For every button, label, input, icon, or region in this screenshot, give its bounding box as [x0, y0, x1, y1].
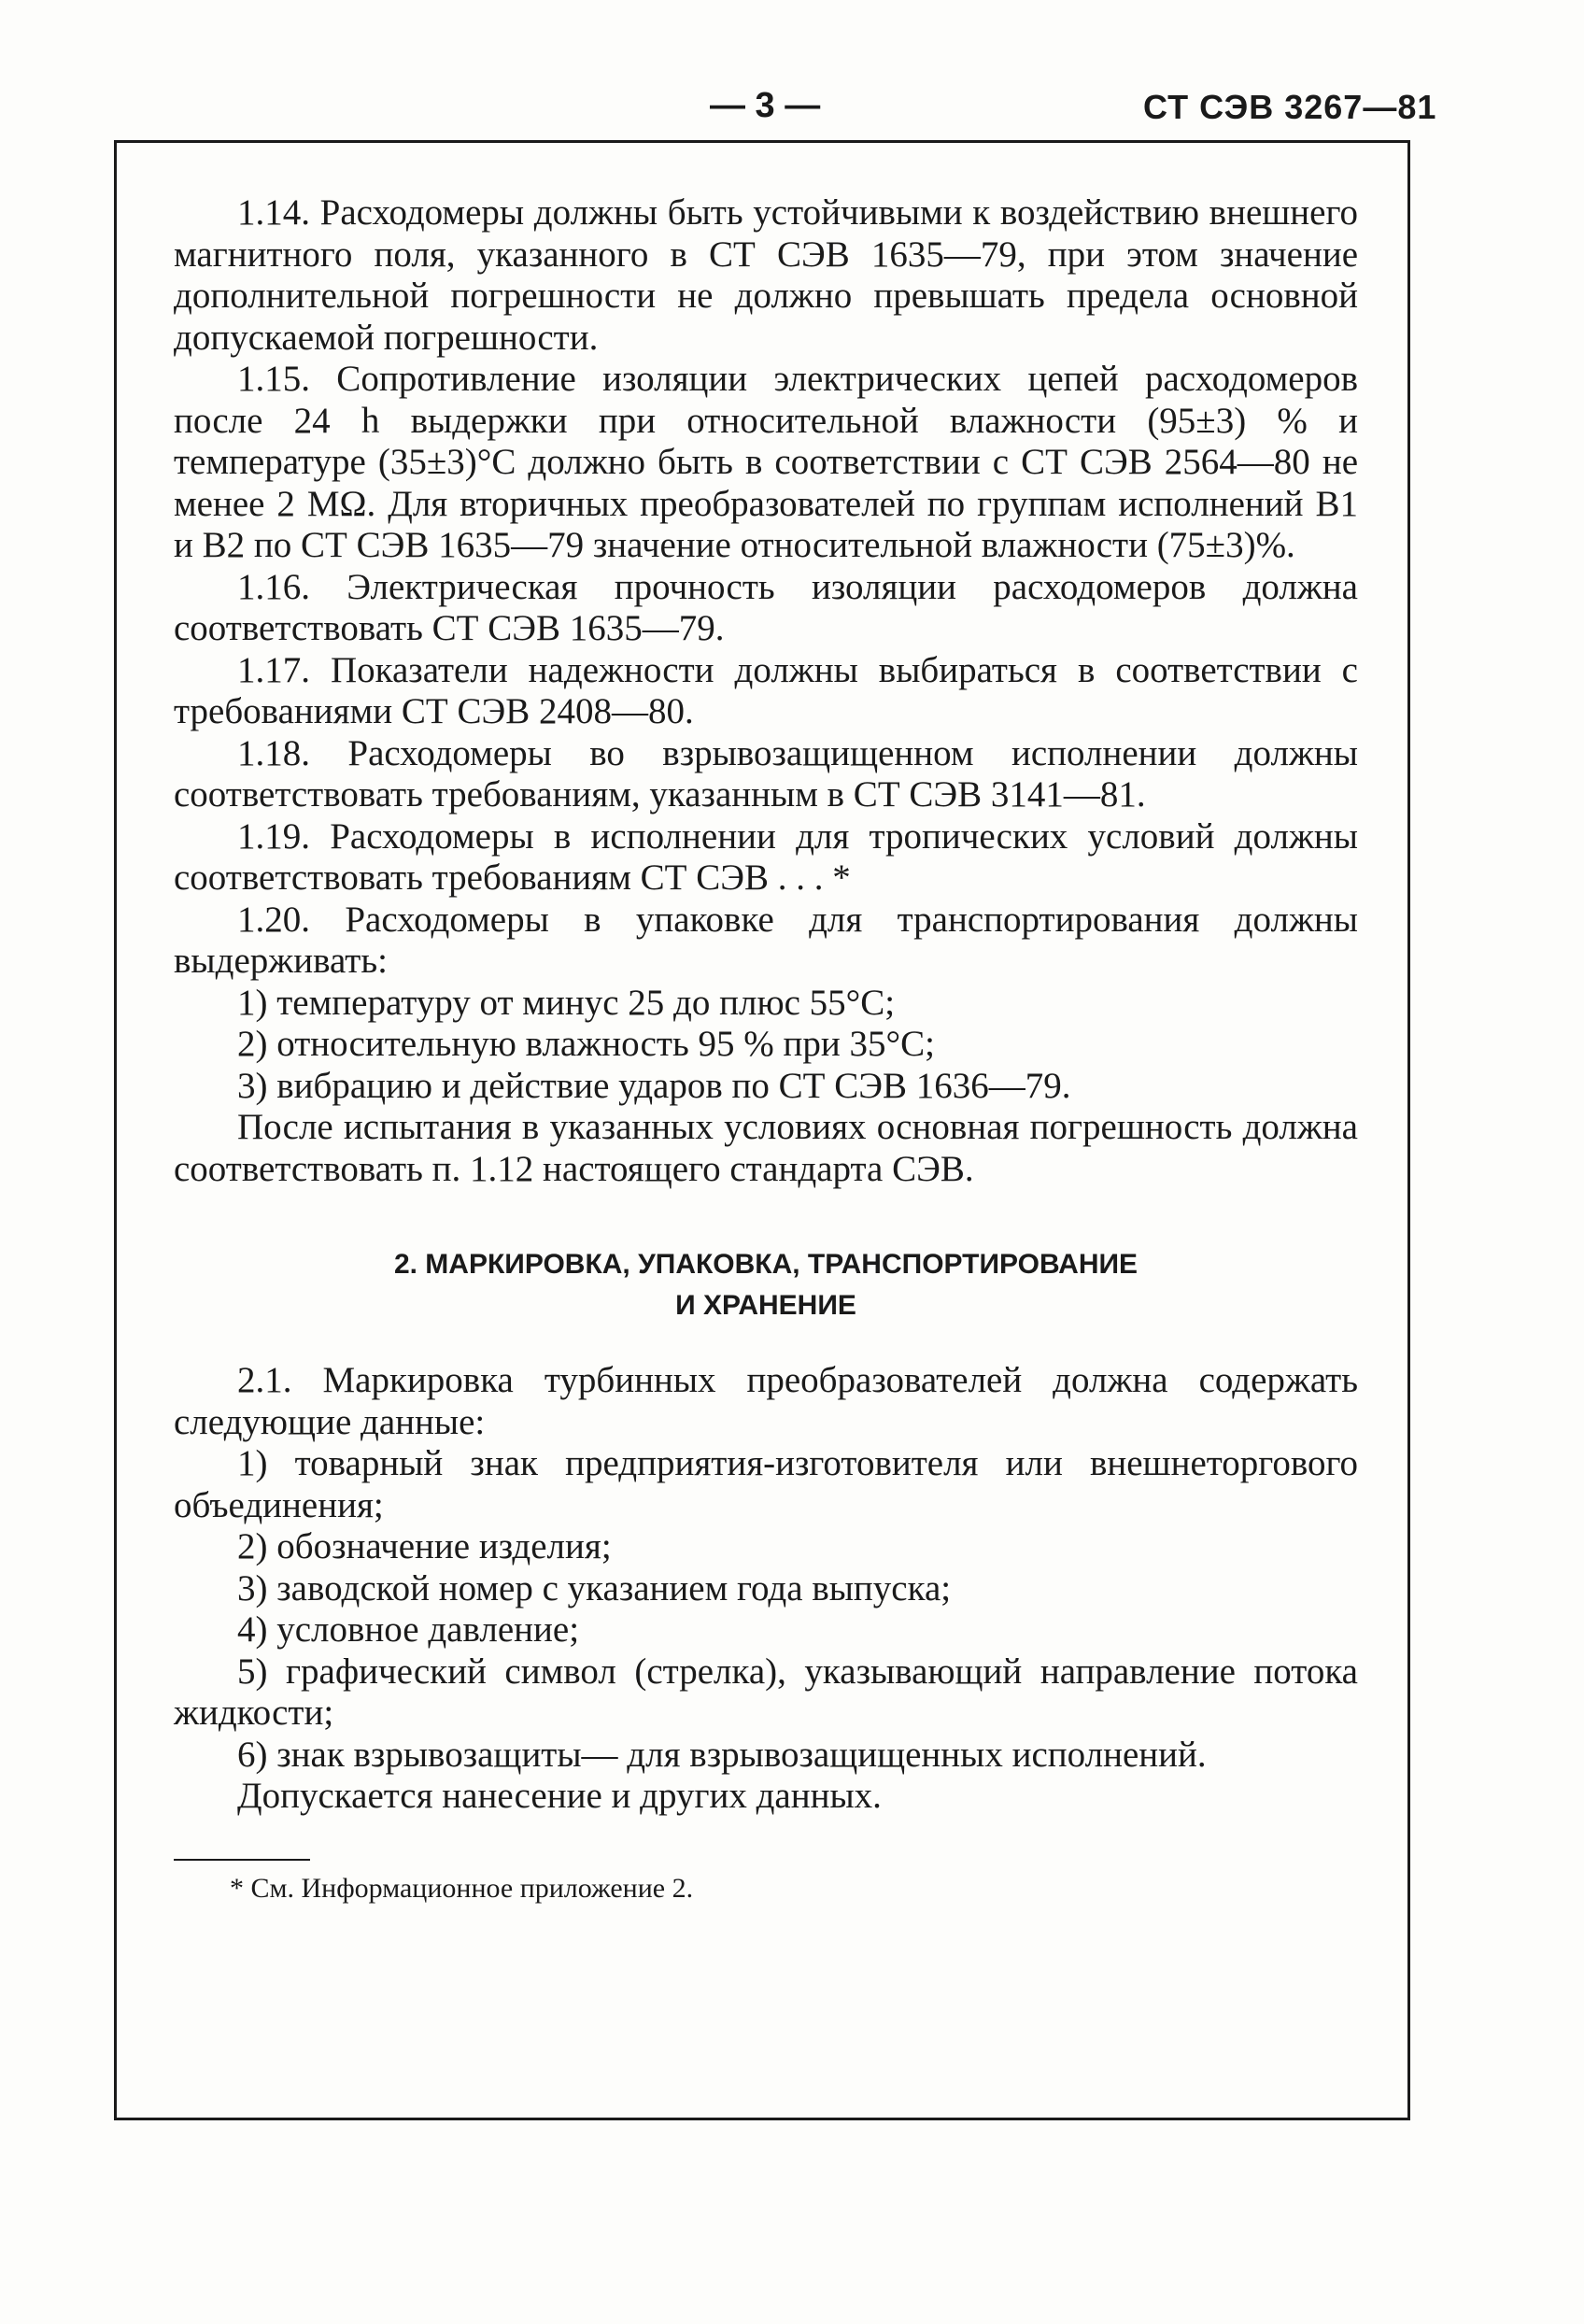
list-item: 1) температуру от минус 25 до плюс 55°C;	[237, 982, 896, 1023]
section-heading	[174, 1244, 1358, 1326]
closing-paragraph: Допускается нанесение и других данных.	[237, 1776, 882, 1816]
page-content	[174, 192, 1358, 1906]
page-number: — 3 —	[710, 86, 821, 125]
section-heading-line1: 2. МАРКИРОВКА, УПАКОВКА, ТРАНСПОРТИРОВАНИЕ	[393, 1249, 1138, 1280]
list-item: 1) товарный знак предприятия-изготовителя или внешнеторгового объединения;	[174, 1443, 1358, 1525]
frame-right-rule	[1407, 140, 1410, 2120]
document-code: СТ СЭВ 3267—81	[1143, 88, 1437, 126]
section-heading-line2: И ХРАНЕНИЕ	[675, 1290, 856, 1321]
list-item: 3) заводской номер с указанием года выпуска;	[237, 1567, 952, 1608]
clause-1-16: 1.16. Электрическая прочность изоляции расходомеров должна соответствовать СТ СЭВ 1635—79.	[174, 566, 1358, 648]
clause-1-17: 1.17. Показатели надежности должны выбираться в соответствии с требованиями СТ СЭВ 2408—80.	[174, 649, 1358, 731]
clause-1-19: 1.19. Расходомеры в исполнении для тропических условий должны соответствовать требованиям СТ СЭВ . . . *	[174, 815, 1358, 898]
list-item: 5) графический символ (стрелка), указывающий направление потока жидкости;	[174, 1651, 1358, 1733]
list-item: 6) знак взрывозащиты— для взрывозащищенных исполнений.	[237, 1734, 1207, 1775]
footnote-separator	[174, 1859, 310, 1861]
frame-left-rule	[114, 140, 117, 2120]
clause-1-14: 1.14. Расходомеры должны быть устойчивыми к воздействию внешнего магнитного поля, указанного в СТ СЭВ 1635—79, при этом значение дополнительной погрешности не должно превышать предела основной допускаемой погрешности.	[174, 192, 1358, 358]
clause-1-20: 1.20. Расходомеры в упаковке для транспортирования должны выдерживать:	[174, 899, 1358, 981]
clause-1-18: 1.18. Расходомеры во взрывозащищенном исполнении должны соответствовать требованиям, указанным в СТ СЭВ 3141—81.	[174, 732, 1358, 815]
clause-2-1: 2.1. Маркировка турбинных преобразователей должна содержать следующие данные:	[174, 1360, 1358, 1442]
page-header	[0, 86, 1584, 142]
list-item: 3) вибрацию и действие ударов по СТ СЭВ 1636—79.	[237, 1065, 1071, 1106]
frame-bottom-rule	[114, 2118, 1410, 2120]
frame-top-rule	[114, 140, 1410, 143]
list-item: 4) условное давление;	[237, 1609, 580, 1650]
test-conditions-paragraph: После испытания в указанных условиях основная погрешность должна соответствовать п. 1.12 настоящего стандарта СЭВ.	[174, 1107, 1358, 1189]
list-item: 2) обозначение изделия;	[237, 1526, 612, 1566]
footnote: * См. Информационное приложение 2.	[230, 1872, 694, 1904]
list-item: 2) относительную влажность 95 % при 35°C;	[237, 1024, 935, 1064]
clause-1-15: 1.15. Сопротивление изоляции электрических цепей расходомеров после 24 h выдержки при относительной влажности (95±3) % и температуре (35±3)°C должно быть в соответствии с СТ СЭВ 2564—80 не менее 2 MΩ. Для вторичных преобразователей по группам исполнений B1 и B2 по СТ СЭВ 1635—79 значение относительной влажности (75±3)%.	[174, 359, 1358, 565]
